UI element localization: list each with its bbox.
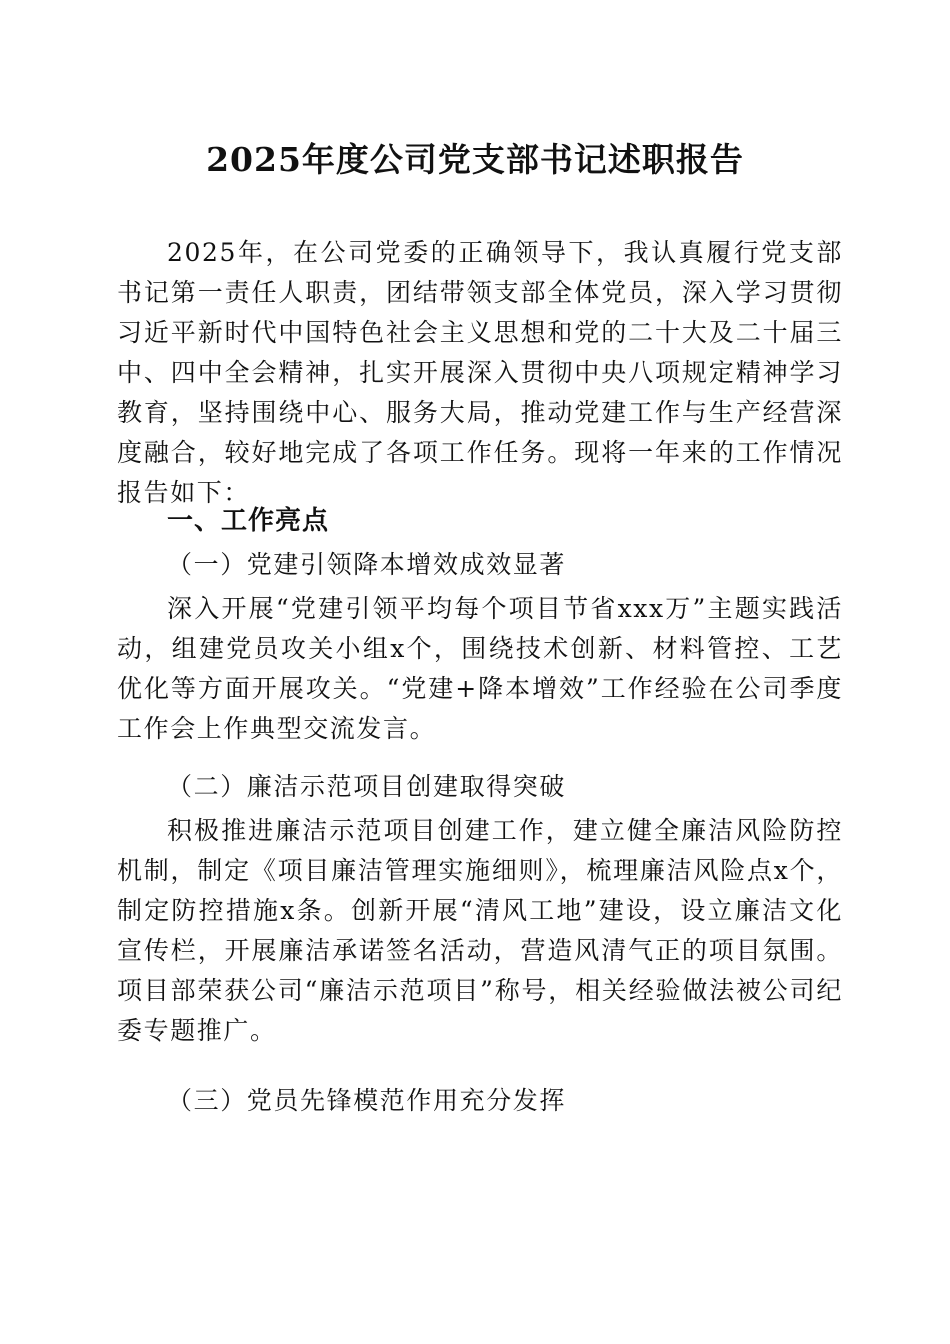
subsection-heading-3: （三）党员先锋模范作用充分发挥 [167, 1086, 567, 1115]
subsection-heading-2: （二）廉洁示范项目创建取得突破 [167, 772, 567, 801]
document-title: 2025年度公司党支部书记述职报告 [206, 140, 744, 179]
subsection-2-paragraph: 积极推进廉洁示范项目创建工作，建立健全廉洁风险防控机制，制定《项目廉洁管理实施细则》，梳理廉洁风险点x个，制定防控措施x条。创新开展“清风工地”建设，设立廉洁文化宣传栏，开展廉洁承诺签名活动，营造风清气正的项目氛围。项目部荣获公司“廉洁示范项目”称号，相关经验做法被公司纪委专题推广。 [117, 816, 843, 1045]
intro-paragraph: 2025年，在公司党委的正确领导下，我认真履行党支部书记第一责任人职责，团结带领支部全体党员，深入学习贯彻习近平新时代中国特色社会主义思想和党的二十大及二十届三中、四中全会精神，扎实开展深入贯彻中央八项规定精神学习教育，坚持围绕中心、服务大局，推动党建工作与生产经营深度融合，较好地完成了各项工作任务。现将一年来的工作情况报告如下： [117, 238, 843, 507]
section-heading-highlights: 一、工作亮点 [167, 506, 330, 536]
subsection-1-paragraph: 深入开展“党建引领平均每个项目节省xxx万”主题实践活动，组建党员攻关小组x个，围绕技术创新、材料管控、工艺优化等方面开展攻关。“党建+降本增效”工作经验在公司季度工作会上作典型交流发言。 [117, 594, 843, 743]
subsection-heading-1: （一）党建引领降本增效成效显著 [167, 550, 567, 579]
